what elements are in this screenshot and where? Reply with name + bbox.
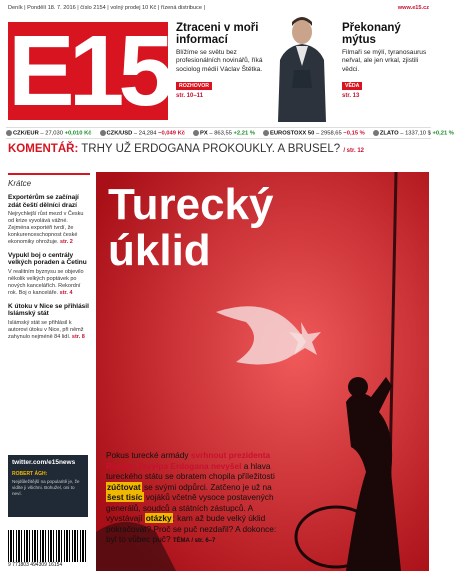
brief-body: V realitním byznysu se objevilo několik velkých poptávek po nových kancelářích. Rekordní rok. Boj o kanceláře. str. 4 [8, 268, 84, 296]
teaser-science[interactable] [342, 22, 430, 99]
arrow-icon [263, 130, 269, 136]
brief-item[interactable] [8, 252, 90, 297]
teaser-interview[interactable] [176, 22, 268, 99]
teaser-body: Filmaři se mýlí, tyranosaurus neřval, ale jen vrkal, zjistili vědci. [342, 49, 427, 73]
brief-body: Nejrychlejší růst mezd v Česku od krize vyvolává vážné. Zejména exportéři tvrdí, že konkurenceschopnost české ekonomiky ohrožuje. str. 2 [8, 211, 84, 245]
ticker-item: EUROSTOXX 50 – 2958,65 −0,15 % [263, 130, 365, 137]
twitter-handle: twitter.com/e15news [12, 459, 76, 466]
teaser-page: str. 13 [342, 92, 360, 99]
e15-logo: E15 [8, 15, 168, 127]
portrait-photo [266, 10, 336, 122]
brief-item[interactable] [8, 303, 90, 341]
teaser-headline: Ztraceni v moři informací [176, 22, 259, 46]
barcode-number: 9 771803 494309 16154 [8, 562, 108, 568]
teaser-headline: Překonaný mýtus [342, 22, 401, 46]
teaser-body: Blížíme se světu bez profesionálních novinářů, říká sociolog médií Václav Štětka. [176, 49, 263, 73]
teaser-tag: ROZHOVOR [176, 82, 212, 90]
cover-story[interactable] [96, 172, 429, 571]
market-ticker [6, 127, 454, 139]
arrow-icon [100, 130, 106, 136]
brief-headline: K útoku v Nice se přihlásil Islámský stát [8, 302, 89, 318]
teaser-tag: VĚDA [342, 82, 362, 90]
twitter-box[interactable] [8, 455, 88, 517]
ticker-item: ZLATO – 1337,10 $ +0,21 % [373, 130, 454, 137]
commentary-title: TRHY UŽ ERDOGANA PROKOUKLY. A BRUSEL? [81, 143, 341, 155]
masthead-meta: Deník | Pondělí 18. 7. 2016 | číslo 2154 | volný prodej 10 Kč | řízená distribuce | [8, 5, 205, 11]
brief-item[interactable] [8, 194, 90, 246]
ticker-item: CZK/USD – 24,284 −0,049 Kč [100, 130, 186, 137]
teaser-page: str. 10–11 [176, 92, 204, 99]
tweet-author: ROBERT ÁGH: [12, 471, 48, 477]
masthead-info [8, 5, 429, 11]
arrow-icon [373, 130, 379, 136]
commentary-page: / str. 12 [343, 148, 365, 154]
commentary-banner[interactable] [8, 143, 433, 155]
cover-headline: Turecký úklid [108, 180, 274, 275]
section-label: Krátce [8, 179, 32, 188]
ticker-item: CZK/EUR – 27,030 +0,010 Kč [6, 130, 92, 137]
brief-headline: Vypukl boj o centrály velkých poraden a Četinu [8, 251, 87, 267]
arrow-icon [193, 130, 199, 136]
commentary-label: KOMENTÁŘ: [8, 143, 79, 155]
ticker-item: PX – 863,55 +2,21 % [193, 130, 255, 137]
arrow-icon [6, 130, 12, 136]
brief-body: Islámský stát se přihlásil k autorovi útoku v Nice, při němž zahynulo nejméně 84 lidí. str. 8 [8, 319, 85, 340]
website-link[interactable]: www.e15.cz [397, 5, 429, 11]
cover-page-ref: TÉMA / str. 6–7 [172, 538, 216, 544]
tweet-text: Nejdůležitější na popularitě je, že vidíte ji všichni. Bohužel, oni to neví. [12, 479, 80, 496]
cover-lead: Pokus turecké armády svrhnout prezidenta Recepa Tayyipa Erdogana nevyšel a hlava tureckého státu se obratem chopila příležitosti zúčtovat se svými odpůrci. Zatčeno je už na šest tisíc vojáků včetně vysoce postavených generálů, soudců a státních zástupců. A vyvstávají otázky: kam až bude velký úklid pokračovat? Proč se puč nezdařil? A dokonce: byl to vůbec puč? TÉMA / str. 6–7 [106, 450, 277, 544]
brief-headline: Exportérům se začínají zdát čeští dělníci drazí [8, 194, 79, 209]
